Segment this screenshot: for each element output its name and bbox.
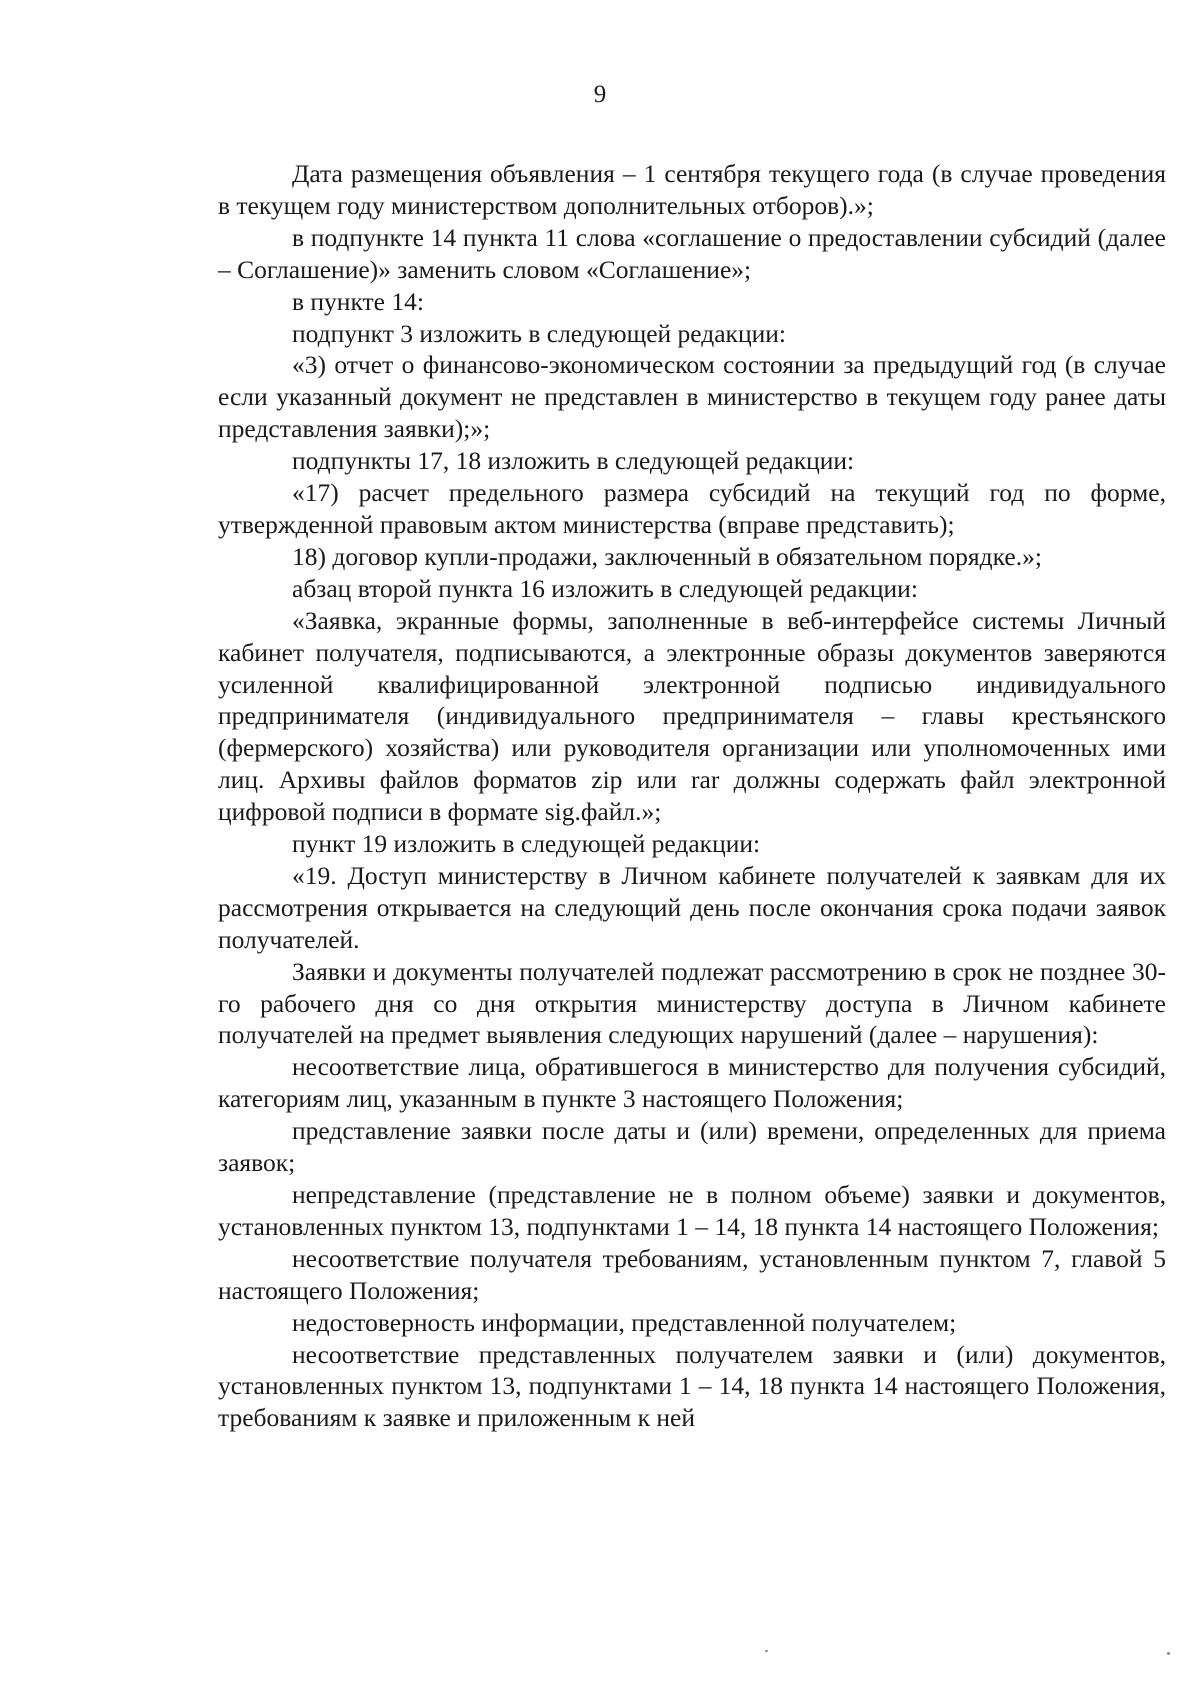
paragraph: пункт 19 изложить в следующей редакции: [292,829,761,859]
page-number: 9 [593,81,607,108]
paragraph: «3) отчет о финансово-экономическом состоянии за предыдущий год (в случае если указанный документ не представлен в министерство в текущем году ранее даты представления заявки);»; [218,350,1166,444]
paragraph: «17) расчет предельного размера субсидий на текущий год по форме, утвержденной правовым актом министерства (вправе представить); [218,478,1166,539]
paragraph: Дата размещения объявления – 1 сентября текущего года (в случае проведения в текущем году министерством дополнительных отборов).»; [218,159,1166,220]
document-body [218,158,1166,1434]
paragraph: «19. Доступ министерству в Личном кабинете получателей к заявкам для их рассмотрения открывается на следующий день после окончания срока подачи заявок получателей. [218,860,1166,954]
paragraph: Заявки и документы получателей подлежат рассмотрению в срок не позднее 30-го рабочего дня со дня открытия министерству доступа в Личном кабинете получателей на предмет выявления следующих нарушений (далее – нарушения): [218,956,1166,1050]
paragraph: 18) договор купли-продажи, заключенный в обязательном порядке.»; [292,541,1042,571]
scan-speck [1167,1652,1170,1655]
paragraph: в подпункте 14 пункта 11 слова «соглашение о предоставлении субсидий (далее – Соглашение)» заменить словом «Соглашение»; [218,222,1166,284]
paragraph: «Заявка, экранные формы, заполненные в веб-интерфейсе системы Личный кабинет получателя, подписываются, а электронные образы документов заверяются усиленной квалифицированной электронной подписью индивидуального предпринимателя (индивидуального предпринимателя – главы крестьянского (фермерского) хозяйства) или руководителя организации или уполномоченных ими лиц. Архивы файлов форматов zip или rar должны содержать файл электронной цифровой подписи в формате sig.файл.»; [218,605,1166,827]
paragraph: представление заявки после даты и (или) времени, определенных для приема заявок; [218,1116,1166,1178]
paragraph: подпункт 3 изложить в следующей редакции: [292,318,786,348]
paragraph: несоответствие лица, обратившегося в министерство для получения субсидий, категориям лиц, указанным в пункте 3 настоящего Положения; [218,1052,1166,1114]
paragraph: непредставление (представление не в полном объеме) заявки и документов, установленных пунктом 13, подпунктами 1 – 14, 18 пункта 14 настоящего Положения; [218,1180,1166,1241]
paragraph: недостоверность информации, представленной получателем; [292,1307,957,1337]
paragraph: абзац второй пункта 16 изложить в следующей редакции: [292,573,918,603]
paragraph: несоответствие получателя требованиям, установленным пунктом 7, главой 5 настоящего Положения; [218,1243,1166,1305]
scan-speck [765,1650,768,1652]
paragraph: подпункты 17, 18 изложить в следующей редакции: [292,446,855,476]
paragraph: несоответствие представленных получателем заявки и (или) документов, установленных пунктом 13, подпунктами 1 – 14, 18 пункта 14 настоящего Положения, требованиям к заявке и приложенным к ней [218,1339,1166,1433]
paragraph: в пункте 14: [292,286,424,316]
